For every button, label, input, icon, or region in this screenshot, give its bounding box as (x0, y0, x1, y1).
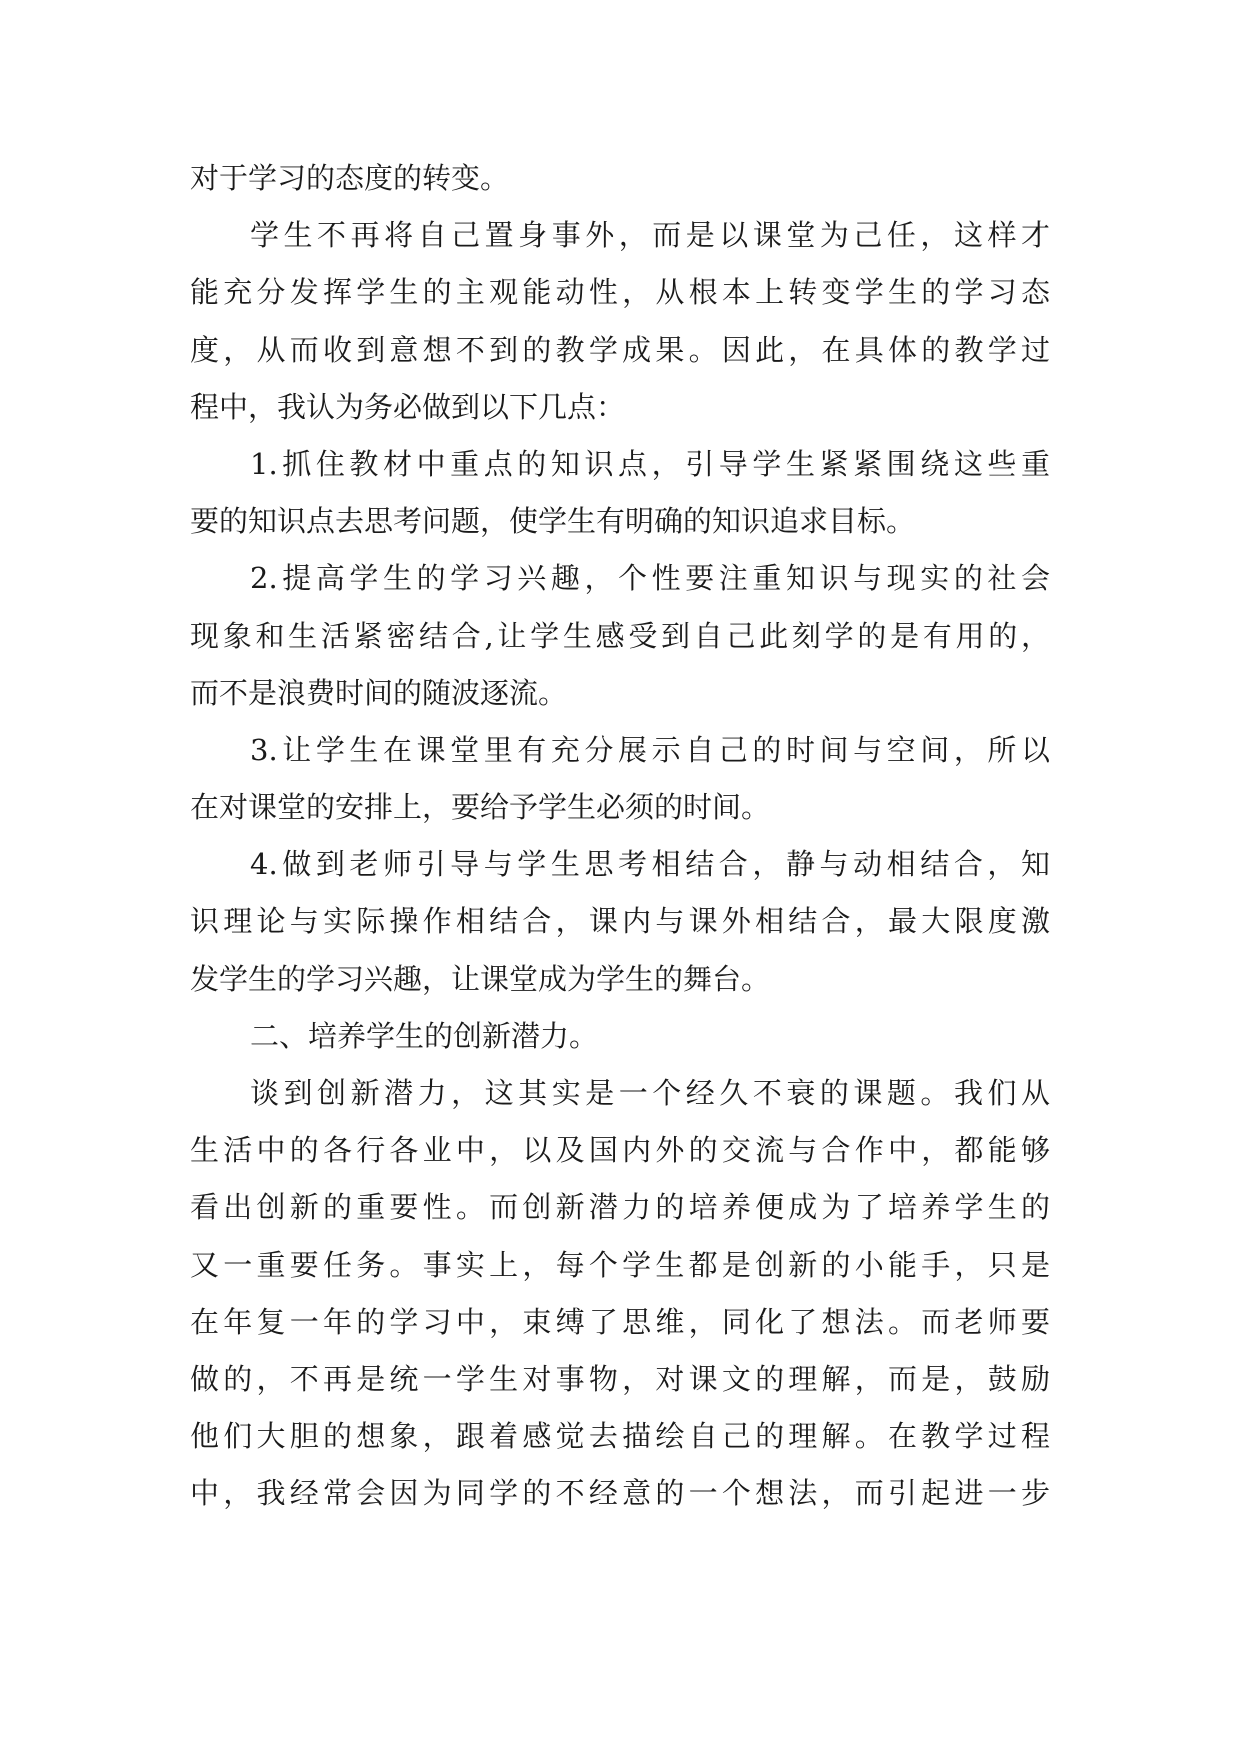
text-line: 看出创新的重要性。而创新潜力的培养便成为了培养学生的 (190, 1190, 1050, 1225)
text-line: 4.做到老师引导与学生思考相结合，静与动相结合，知 (250, 847, 1050, 882)
text-line: 他们大胆的想象，跟着感觉去描绘自己的理解。在教学过程 (190, 1419, 1050, 1454)
text-line: 现象和生活紧密结合,让学生感受到自己此刻学的是有用的， (190, 618, 1050, 653)
text-line: 而不是浪费时间的随波逐流。 (190, 675, 568, 710)
document-body (190, 150, 1050, 1523)
text-line: 度，从而收到意想不到的教学成果。因此，在具体的教学过 (190, 332, 1050, 367)
text-line: 生活中的各行各业中，以及国内外的交流与合作中，都能够 (190, 1133, 1050, 1168)
text-line: 程中，我认为务必做到以下几点： (190, 389, 626, 424)
text-line: 1.抓住教材中重点的知识点，引导学生紧紧围绕这些重 (250, 446, 1050, 481)
text-line: 做的，不再是统一学生对事物，对课文的理解，而是，鼓励 (190, 1361, 1050, 1396)
text-line: 谈到创新潜力，这其实是一个经久不衰的课题。我们从 (250, 1076, 1050, 1110)
text-line: 识理论与实际操作相结合，课内与课外相结合，最大限度激 (190, 904, 1050, 939)
text-line: 2.提高学生的学习兴趣，个性要注重知识与现实的社会 (250, 561, 1050, 596)
text-line: 在年复一年的学习中，束缚了思维，同化了想法。而老师要 (190, 1304, 1050, 1339)
text-line: 二、培养学生的创新潜力。 (250, 1018, 599, 1053)
text-line: 又一重要任务。事实上，每个学生都是创新的小能手，只是 (190, 1247, 1050, 1282)
text-line: 学生不再将自己置身事外，而是以课堂为己任，这样才 (250, 218, 1050, 253)
text-line: 发学生的学习兴趣，让课堂成为学生的舞台。 (190, 961, 771, 996)
text-line: 3.让学生在课堂里有充分展示自己的时间与空间，所以 (250, 732, 1050, 767)
text-line: 对于学习的态度的转变。 (190, 161, 510, 195)
text-line: 要的知识点去思考问题，使学生有明确的知识追求目标。 (190, 504, 916, 539)
text-line: 在对课堂的安排上，要给予学生必须的时间。 (190, 790, 771, 825)
text-line: 中，我经常会因为同学的不经意的一个想法，而引起进一步 (190, 1476, 1050, 1511)
text-line: 能充分发挥学生的主观能动性，从根本上转变学生的学习态 (190, 275, 1050, 310)
